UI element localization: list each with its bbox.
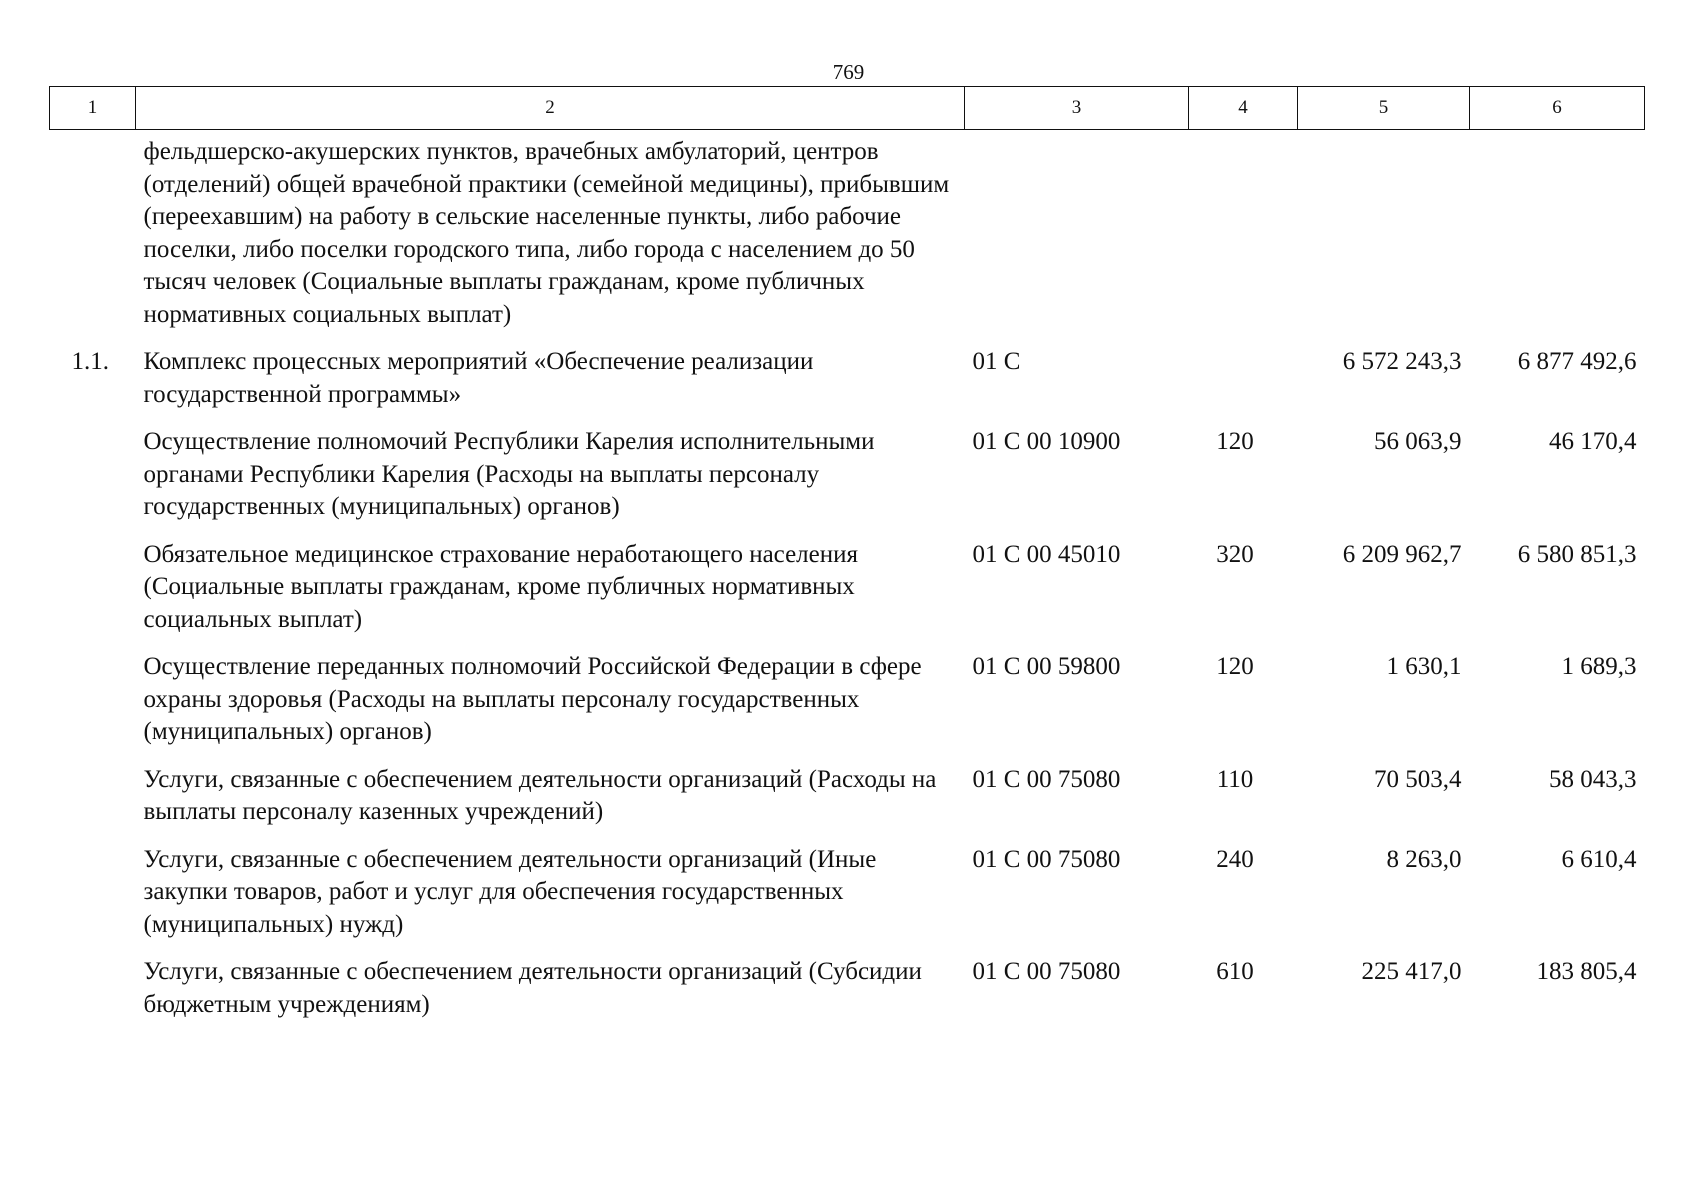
row-number (50, 941, 136, 1021)
row-sum-col5: 56 063,9 (1374, 428, 1462, 455)
row-expense-type: 110 (1216, 765, 1254, 793)
row-name: Услуги, связанные с обеспечением деятельности организаций (Расходы на выплаты персоналу казенных учреждений) (143, 765, 937, 825)
row-code: 01 С 00 75080 (972, 958, 1121, 985)
table-row (50, 829, 1645, 942)
row-number (50, 411, 136, 524)
row-number (50, 130, 136, 332)
budget-table (49, 86, 1645, 1021)
row-expense-type (1189, 331, 1298, 411)
row-number (50, 524, 136, 637)
row-code (965, 130, 1189, 332)
header-cell-1: 1 (50, 87, 136, 130)
row-expense-type: 610 (1216, 958, 1254, 985)
row-name: Осуществление полномочий Республики Карелия исполнительными органами Республики Карелия (Расходы на выплаты персоналу государственных (муниципальных) органов) (143, 428, 875, 520)
row-expense-type: 240 (1216, 845, 1254, 873)
row-number (50, 829, 136, 942)
row-name: Осуществление переданных полномочий Российской Федерации в сфере охраны здоровья (Расходы на выплаты персоналу государственных (муниципальных) органов) (143, 653, 922, 745)
row-name: Комплекс процессных мероприятий «Обеспечение реализации государственной программы» (143, 348, 814, 408)
row-sum-col6: 1 689,3 (1561, 653, 1637, 680)
row-name: Услуги, связанные с обеспечением деятельности организаций (Иные закупки товаров, работ и услуг для обеспечения государственных (муниципальных) нужд) (143, 845, 877, 938)
row-expense-type: 120 (1216, 428, 1254, 455)
row-expense-type (1189, 130, 1298, 332)
header-cell-2: 2 (136, 87, 965, 130)
row-code: 01 С 00 75080 (972, 765, 1121, 793)
row-sum-col5: 70 503,4 (1374, 765, 1462, 793)
row-name: фельдшерско-акушерских пунктов, врачебных амбулаторий, центров (отделений) общей врачебной практики (семейной медицины), прибывшим (переехавшим) на работу в сельские населенные пункты, либо рабочие поселки, либо поселки городского типа, либо города с населением до 50 тысяч человек (Социальные выплаты гражданам, кроме публичных нормативных социальных выплат) (143, 138, 950, 328)
row-sum-col6: 46 170,4 (1549, 428, 1637, 455)
row-sum-col5: 6 572 243,3 (1342, 348, 1462, 375)
header-row (50, 87, 1645, 130)
row-code: 01 С 00 75080 (972, 845, 1121, 873)
row-sum-col6: 6 580 851,3 (1517, 540, 1637, 568)
table-row (50, 749, 1645, 829)
row-expense-type: 320 (1216, 540, 1254, 568)
row-sum-col6: 6 610,4 (1561, 845, 1637, 873)
row-sum-col5: 225 417,0 (1361, 958, 1462, 985)
page-number: 769 (832, 60, 865, 84)
row-sum-col6: 183 805,4 (1536, 958, 1637, 985)
table-row (50, 941, 1645, 1021)
table-row (50, 636, 1645, 749)
row-code: 01 С 00 59800 (972, 653, 1121, 680)
row-sum-col5: 8 263,0 (1386, 845, 1462, 873)
table-body (50, 130, 1645, 1022)
header-cell-4: 4 (1189, 87, 1298, 130)
table-row (50, 524, 1645, 637)
row-sum-col5: 6 209 962,7 (1342, 540, 1462, 568)
row-sum-col6: 6 877 492,6 (1517, 348, 1637, 375)
row-code: 01 С 00 45010 (972, 540, 1121, 568)
table-row (50, 411, 1645, 524)
header-cell-3: 3 (965, 87, 1189, 130)
row-sum-col6: 58 043,3 (1549, 765, 1637, 793)
row-code: 01 С 00 10900 (972, 428, 1121, 455)
table-row (50, 331, 1645, 411)
row-number: 1.1. (71, 348, 109, 375)
row-code: 01 С (972, 348, 1021, 375)
row-number (50, 749, 136, 829)
row-sum-col5 (1298, 130, 1470, 332)
row-number (50, 636, 136, 749)
table-row (50, 130, 1645, 332)
table-header (50, 87, 1645, 130)
header-cell-6: 6 (1470, 87, 1645, 130)
row-sum-col5: 1 630,1 (1386, 653, 1462, 680)
row-name: Услуги, связанные с обеспечением деятельности организаций (Субсидии бюджетным учреждениям) (143, 958, 922, 1018)
row-sum-col6 (1470, 130, 1645, 332)
row-name: Обязательное медицинское страхование неработающего населения (Социальные выплаты гражданам, кроме публичных нормативных социальных выплат) (143, 540, 858, 633)
header-cell-5: 5 (1298, 87, 1470, 130)
row-expense-type: 120 (1216, 653, 1254, 680)
